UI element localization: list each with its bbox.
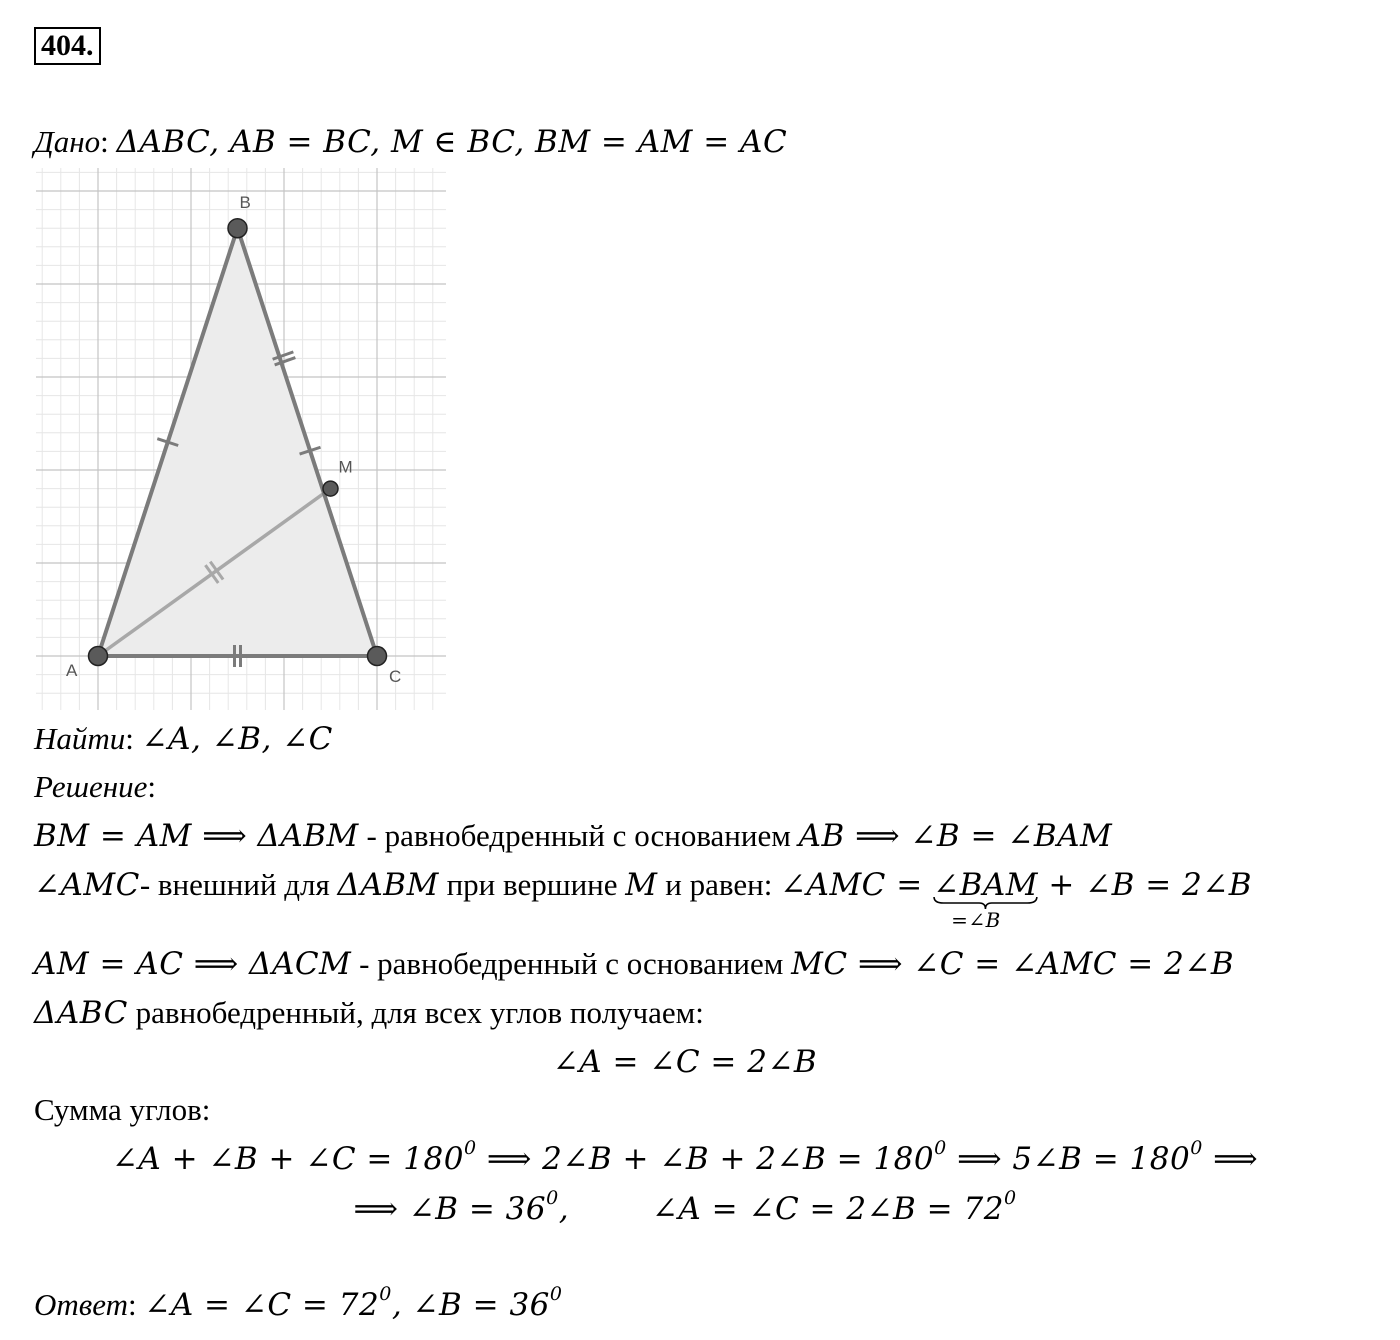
math-expression: ⟹ — [1202, 1141, 1259, 1177]
point-label-m: M — [338, 457, 353, 477]
equation-line-1 — [0, 1137, 1370, 1178]
degree-superscript: 0 — [1190, 1137, 1203, 1159]
degree-superscript: 0 — [1003, 1187, 1017, 1209]
math-expression: ∠A = ∠C = 72 — [144, 1287, 380, 1323]
math-expression: M — [625, 867, 658, 903]
text-span: и равен: — [657, 867, 781, 902]
find-label: Найти — [34, 721, 126, 756]
sum-label-text: Сумма углов: — [34, 1092, 211, 1127]
given-text: ΔABC, AB = BC, M ∈ BC, BM = AM = AC — [116, 124, 788, 160]
point-m — [323, 481, 338, 496]
answer-label: Ответ — [34, 1287, 128, 1322]
math-expression: ∠AMC = — [780, 867, 934, 903]
sum-label — [34, 1091, 210, 1129]
geometry-figure — [34, 168, 454, 718]
math-expression: , ∠A = ∠C = 2∠B = 72 — [558, 1191, 1004, 1227]
point-label-a: A — [66, 661, 78, 680]
equation-line-2 — [0, 1187, 1370, 1228]
given-label: Дано — [34, 124, 101, 159]
point-label-c: C — [389, 667, 402, 686]
given-line: Дано: ΔABC, AB = BC, M ∈ BC, BM = AM = AC — [34, 124, 788, 160]
math-expression: , ∠B = 36 — [391, 1287, 550, 1323]
point-a — [89, 647, 108, 666]
solution-line-1 — [34, 817, 1112, 855]
solution-line-3 — [34, 945, 1234, 983]
underbrace-note: =∠B — [951, 908, 1001, 932]
text-span: - равнобедренный с основанием — [351, 946, 792, 981]
text-span: при вершине — [438, 867, 626, 902]
math-expression: BM = AM ⟹ ΔABM — [34, 818, 359, 854]
math-expression: ∠A = ∠C = 2∠B — [552, 1044, 818, 1080]
degree-superscript: 0 — [934, 1137, 947, 1159]
underbrace-term: ∠BAM — [933, 867, 1038, 903]
math-expression: MC ⟹ ∠C = ∠AMC = 2∠B — [791, 946, 1235, 982]
degree-superscript: 0 — [379, 1283, 392, 1305]
find-text: ∠A, ∠B, ∠C — [141, 721, 333, 757]
math-expression: ΔABC — [34, 995, 128, 1031]
find-line: Найти: ∠A, ∠B, ∠C — [34, 721, 333, 757]
underbrace-group — [933, 866, 1038, 932]
solution-label: Решение — [34, 769, 148, 804]
triangle-abc-fill — [98, 228, 377, 656]
solution-line-2 — [34, 866, 1253, 932]
math-expression: ΔABM — [337, 867, 439, 903]
problem-number: 404. — [34, 27, 101, 65]
degree-superscript: 0 — [463, 1137, 477, 1159]
solution-line-5 — [0, 1043, 1370, 1081]
point-label-b: B — [239, 193, 251, 213]
text-span: равнобедренный, для всех углов получаем: — [127, 995, 704, 1030]
math-expression: ∠AMC — [34, 867, 140, 903]
text-span: - внешний для — [139, 867, 338, 902]
math-expression: AB ⟹ ∠B = ∠BAM — [798, 818, 1113, 854]
degree-superscript: 0 — [549, 1283, 563, 1305]
solution-line-4 — [34, 994, 704, 1032]
math-expression: ⟹ 5∠B = 180 — [946, 1141, 1191, 1177]
math-expression: ∠A + ∠B + ∠C = 180 — [111, 1141, 464, 1177]
point-b — [228, 219, 247, 238]
math-expression: ⟹ ∠B = 36 — [353, 1191, 547, 1227]
point-c — [368, 647, 387, 666]
math-expression: AM = AC ⟹ ΔACM — [34, 946, 352, 982]
math-expression: + ∠B = 2∠B — [1037, 867, 1253, 903]
degree-superscript: 0 — [546, 1187, 559, 1209]
math-expression: ⟹ 2∠B + ∠B + 2∠B = 180 — [476, 1141, 935, 1177]
text-span: - равнобедренный с основанием — [358, 818, 799, 853]
solution-heading: Решение: — [34, 769, 156, 804]
answer-line: Ответ: ∠A = ∠C = $72^0$, ∠B = $36^0$ — [34, 1283, 563, 1323]
